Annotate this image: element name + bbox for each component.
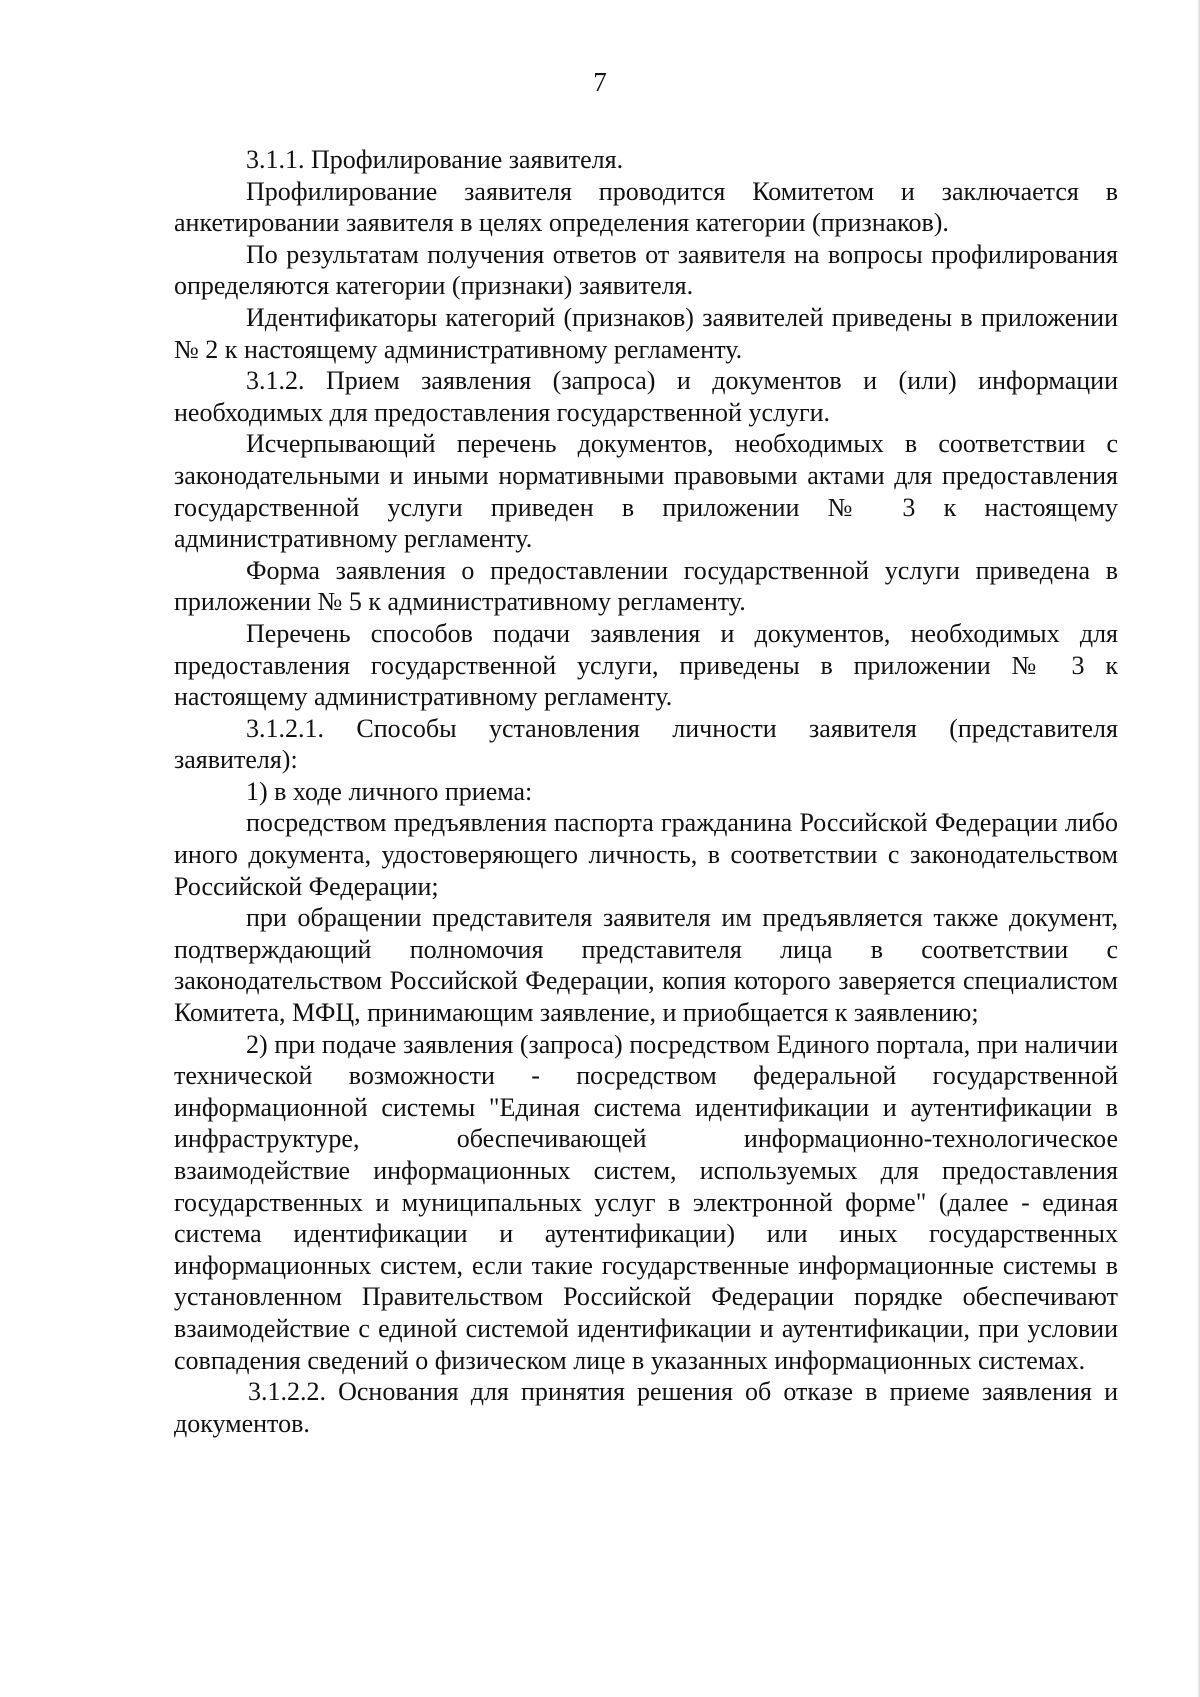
paragraph: По результатам получения ответов от заявителя на вопросы профилирования определяются категории (признаки) заявителя.	[174, 239, 1118, 301]
paragraph: Форма заявления о предоставлении государственной услуги приведена в приложении № 5 к административному регламенту.	[174, 555, 1118, 617]
page-number: 7	[593, 67, 607, 97]
paragraph: Профилирование заявителя проводится Комитетом и заключается в анкетировании заявителя в целях определения категории (признаков).	[174, 176, 1118, 238]
paragraph: Исчерпывающий перечень документов, необходимых в соответствии с законодательными и иными нормативными правовыми актами для предоставления государственной услуги приведен в приложении № 3 к настоящему административному регламенту.	[174, 429, 1118, 554]
list-item: 2) при подаче заявления (запроса) посредством Единого портала, при наличии технической возможности - посредством федеральной государственной информационной системы "Единая система идентификации и аутентификации в инфраструктуре, обеспечивающей информационно-технологическое взаимодействие информационных систем, используемых для предоставления государственных и муниципальных услуг в электронной форме" (далее - единая система идентификации и аутентификации) или иных государственных информационных систем, если такие государственные информационные системы в установленном Правительством Российской Федерации порядке обеспечивают взаимодействие с единой системой идентификации и аутентификации, при условии совпадения сведений о физическом лице в указанных информационных системах.	[174, 1029, 1118, 1375]
section-heading-3-1-2-1: 3.1.2.1. Способы установления личности заявителя (представителя заявителя):	[174, 713, 1118, 775]
list-item: 1) в ходе личного приема:	[246, 776, 533, 806]
paragraph: посредством предъявления паспорта гражданина Российской Федерации либо иного документа, удостоверяющего личность, в соответствии с законодательством Российской Федерации;	[174, 808, 1118, 901]
paragraph: Перечень способов подачи заявления и документов, необходимых для предоставления государственной услуги, приведены в приложении № 3 к настоящему административному регламенту.	[174, 618, 1118, 712]
paragraph: Идентификаторы категорий (признаков) заявителей приведены в приложении № 2 к настоящему административному регламенту.	[174, 302, 1118, 364]
section-heading-3-1-2: 3.1.2. Прием заявления (запроса) и документов и (или) информации необходимых для предоставления государственной услуги.	[174, 366, 1118, 427]
paragraph: при обращении представителя заявителя им предъявляется также документ, подтверждающий полномочия представителя лица в соответствии с законодательством Российской Федерации, копия которого заверяется специалистом Комитета, МФЦ, принимающим заявление, и приобщается к заявлению;	[174, 903, 1118, 1028]
section-heading-3-1-1: 3.1.1. Профилирование заявителя.	[246, 145, 624, 174]
section-heading-3-1-2-2: 3.1.2.2. Основания для принятия решения об отказе в приеме заявления и документов.	[174, 1377, 1118, 1438]
document-body	[174, 144, 1118, 1439]
